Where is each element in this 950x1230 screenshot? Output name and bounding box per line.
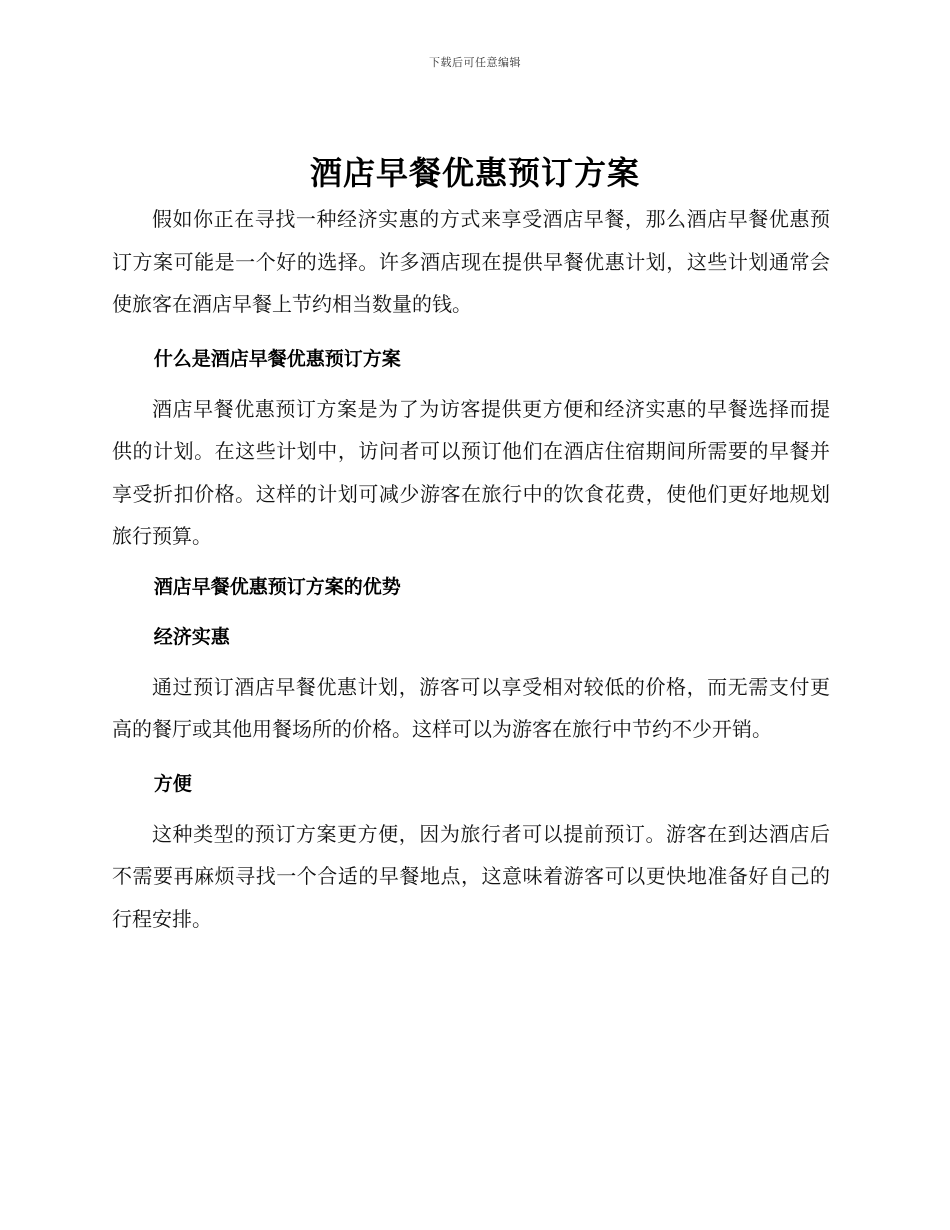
paragraph-convenient: 这种类型的预订方案更方便，因为旅行者可以提前预订。游客在到达酒店后不需要再麻烦寻找一个合适的早餐地点，这意味着游客可以更快地准备好自己的行程安排。 (112, 821, 830, 931)
intro-paragraph: 假如你正在寻找一种经济实惠的方式来享受酒店早餐，那么酒店早餐优惠预订方案可能是一个好的选择。许多酒店现在提供早餐优惠计划，这些计划通常会使旅客在酒店早餐上节约相当数量的钱。 (112, 207, 830, 316)
document-body (112, 198, 830, 940)
subheading-convenient: 方便 (153, 772, 192, 795)
section-heading-advantages: 酒店早餐优惠预订方案的优势 (153, 575, 401, 598)
section-paragraph-what-is: 酒店早餐优惠预订方案是为了为访客提供更方便和经济实惠的早餐选择而提供的计划。在这些计划中，访问者可以预订他们在酒店住宿期间所需要的早餐并享受折扣价格。这样的计划可减少游客在旅行中的饮食花费，使他们更好地规划旅行预算。 (112, 396, 830, 548)
paragraph-economical: 通过预订酒店早餐优惠计划，游客可以享受相对较低的价格，而无需支付更高的餐厅或其他用餐场所的价格。这样可以为游客在旅行中节约不少开销。 (112, 674, 830, 741)
section-heading-what-is: 什么是酒店早餐优惠预订方案 (153, 347, 401, 370)
document-title: 酒店早餐优惠预订方案 (309, 154, 640, 192)
subheading-economical: 经济实惠 (153, 625, 230, 648)
header-note: 下载后可任意编辑 (429, 56, 521, 69)
